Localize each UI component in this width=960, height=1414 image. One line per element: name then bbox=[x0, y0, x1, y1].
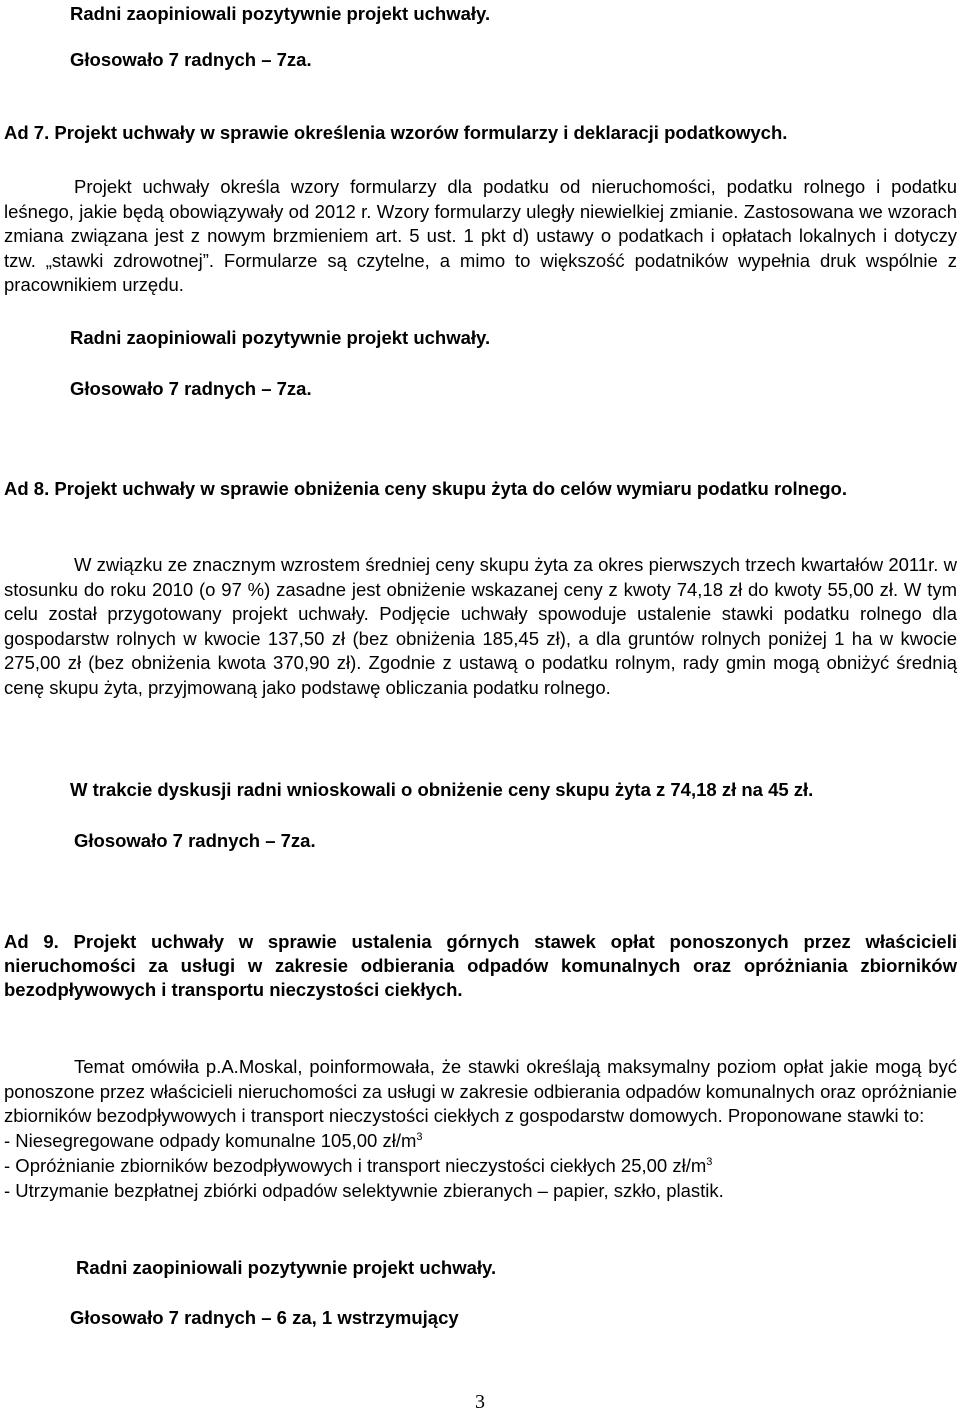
superscript: 3 bbox=[706, 1155, 713, 1168]
page-number: 3 bbox=[475, 1391, 485, 1413]
rate-item: - Niesegregowane odpady komunalne 105,00 $zł/m^3$ bbox=[4, 1130, 423, 1151]
section-heading-ad7: Ad 7. Projekt uchwały w sprawie określenia wzorów formularzy i deklaracji podatkowych. bbox=[4, 122, 788, 143]
rate-item: - Opróżnianie zbiorników bezodpływowych i transport nieczystości ciekłych 25,00 $zł/m^3$ bbox=[4, 1155, 713, 1176]
section-body-ad9: Temat omówiła p.A.Moskal, poinformowała, że stawki określają maksymalny poziom opłat jakie mogą być ponoszone przez właścicieli nieruchomości za usługi w zakresie odbierania odpadów komunalnych oraz opróżnianie zbiorników bezodpływowych i transport nieczystości ciekłych z gospodarstw domowych. Proponowane stawki to: bbox=[4, 1056, 957, 1126]
opinion-text: Radni zaopiniowali pozytywnie projekt uchwały. bbox=[76, 1257, 497, 1278]
vote-result: Głosowało 7 radnych – 7za. bbox=[70, 49, 312, 70]
rate-item: - Utrzymanie bezpłatnej zbiórki odpadów selektywnie zbieranych – papier, szkło, plastik. bbox=[4, 1180, 724, 1201]
superscript: 3 bbox=[416, 1130, 423, 1143]
vote-result: Głosowało 7 radnych – 6 za, 1 wstrzymujący bbox=[70, 1307, 459, 1328]
section-body-ad8: W związku ze znacznym wzrostem średniej ceny skupu żyta za okres pierwszych trzech kwartałów 2011r. w stosunku do roku 2010 (o 97 %) zasadne jest obniżenie wskazanej ceny z kwoty 74,18 zł do kwoty 55,00 zł. W tym celu został przygotowany projekt uchwały. Podjęcie uchwały spowoduje ustalenie stawki podatku rolnego dla gospodarstw rolnych w kwocie 137,50 zł (bez obniżenia 185,45 zł), a dla gruntów rolnych poniżej 1 ha w kwocie 275,00 zł (bez obniżenia kwota 370,90 zł). Zgodnie z ustawą o podatku rolnym, rady gmin mogą obniżyć średnią cenę skupu żyta, przyjmowaną jako podstawę obliczania podatku rolnego. bbox=[4, 554, 957, 698]
opinion-text: Radni zaopiniowali pozytywnie projekt uchwały. bbox=[70, 3, 491, 24]
section-heading-ad8: Ad 8. Projekt uchwały w sprawie obniżenia ceny skupu żyta do celów wymiaru podatku rolnego. bbox=[4, 478, 847, 499]
section-heading-ad9: Ad 9. Projekt uchwały w sprawie ustalenia górnych stawek opłat ponoszonych przez właścicieli nieruchomości za usługi w zakresie odbierania odpadów komunalnych oraz opróżniania zbiorników bezodpływowych i transportu nieczystości ciekłych. bbox=[4, 931, 957, 1000]
discussion-text: W trakcie dyskusji radni wnioskowali o obniżenie ceny skupu żyta z 74,18 zł na 45 zł. bbox=[70, 779, 814, 800]
section-body-ad7: Projekt uchwały określa wzory formularzy dla podatku od nieruchomości, podatku rolnego i podatku leśnego, jakie będą obowiązywały od 2012 r. Wzory formularzy uległy niewielkiej zmianie. Zastosowana we wzorach zmiana związana jest z nowym brzmieniem art. 5 ust. 1 pkt d) ustawy o podatkach i opłatach lokalnych i dotyczy tzw. „stawki zdrowotnej”. Formularze są czytelne, a mimo to większość podatników wypełnia druk wspólnie z pracownikiem urzędu. bbox=[4, 176, 957, 295]
vote-result: Głosowało 7 radnych – 7za. bbox=[70, 378, 312, 399]
vote-result: Głosowało 7 radnych – 7za. bbox=[74, 830, 316, 851]
opinion-text: Radni zaopiniowali pozytywnie projekt uchwały. bbox=[70, 327, 491, 348]
